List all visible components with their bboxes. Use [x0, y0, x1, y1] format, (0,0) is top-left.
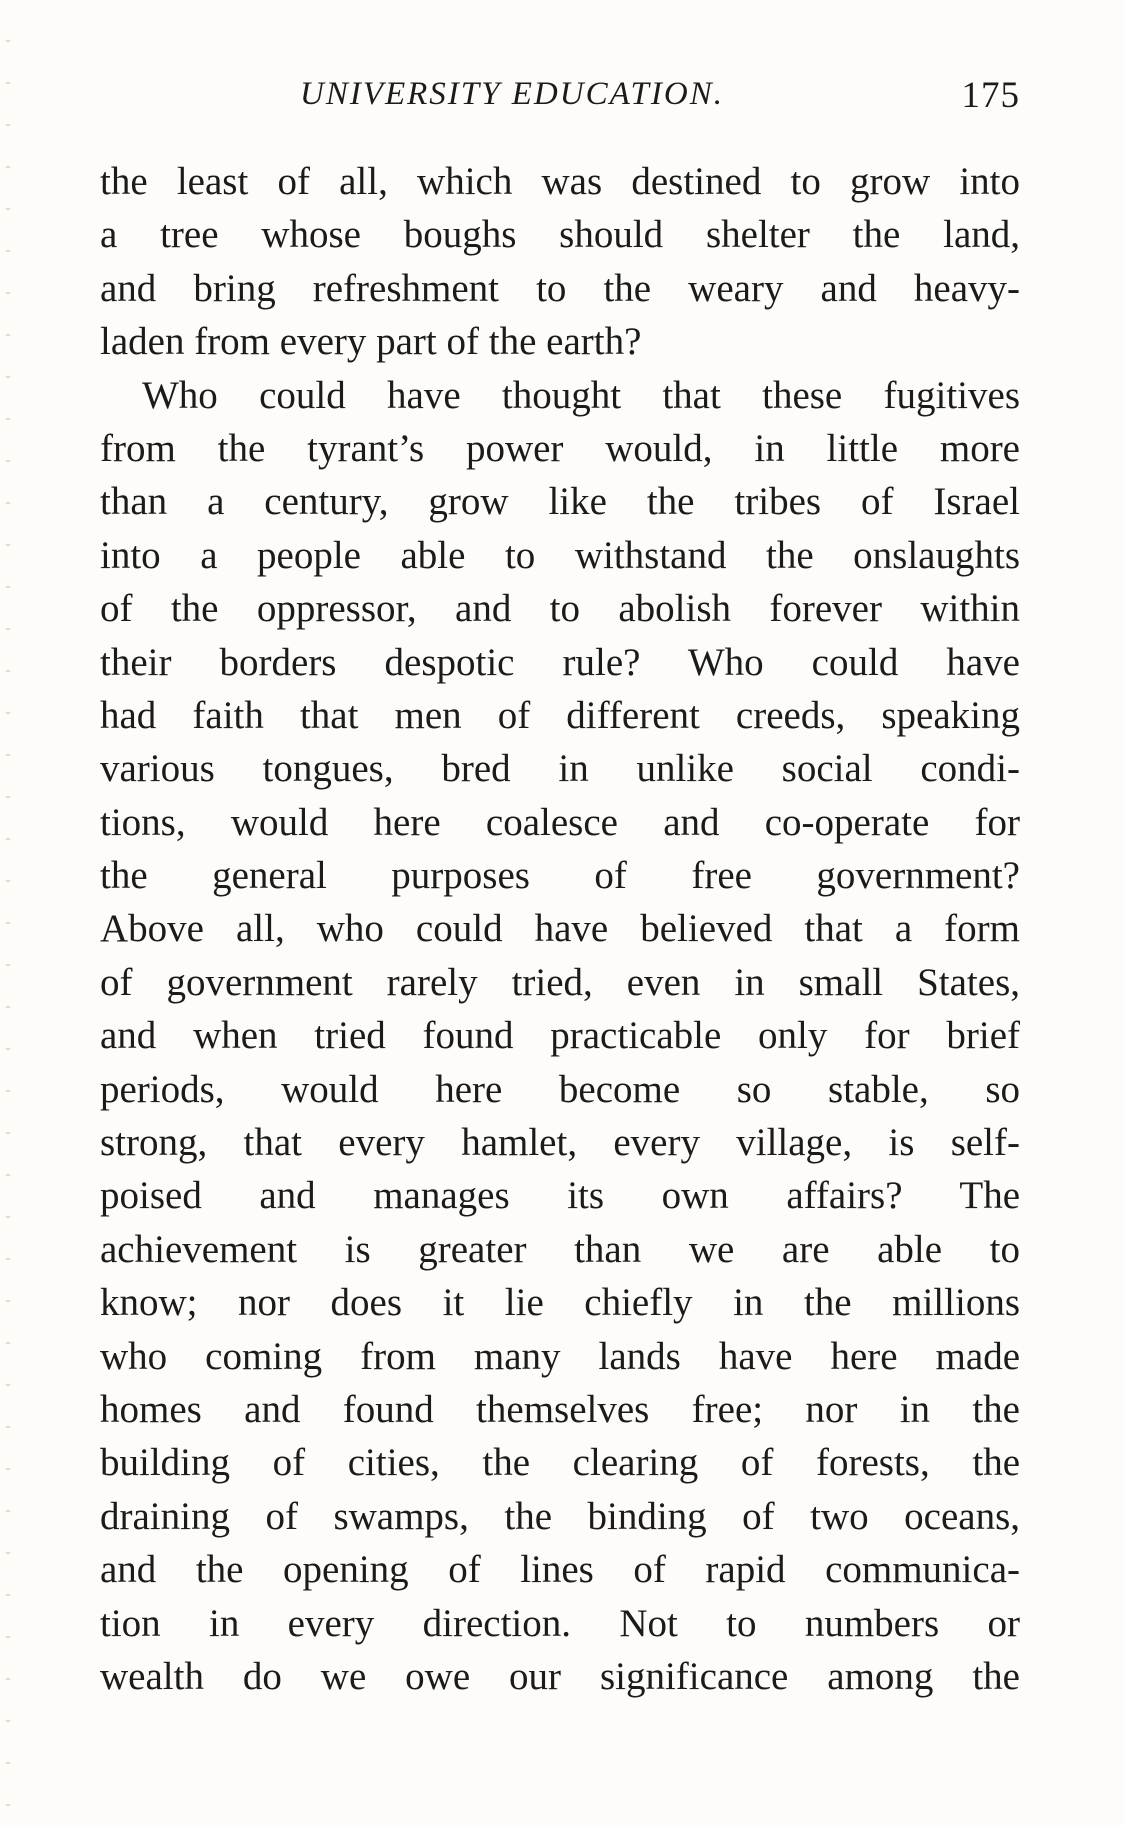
text-line: poised and manages its own affairs? The	[100, 1174, 1020, 1218]
page-number: 175	[961, 75, 1020, 116]
text-line: wealth do we owe our significance among the	[100, 1654, 1020, 1698]
text-line: and when tried found practicable only for brief	[100, 1014, 1020, 1058]
text-line: the least of all, which was destined to grow into	[100, 160, 1020, 203]
text-line: who coming from many lands have here made	[100, 1334, 1020, 1378]
text-line: into a people able to withstand the onslaughts	[100, 533, 1020, 577]
text-line: draining of swamps, the binding of two oceans,	[100, 1494, 1020, 1538]
body-text	[100, 155, 1020, 1703]
text-line: and the opening of lines of rapid communica-	[100, 1548, 1020, 1592]
text-line: of the oppressor, and to abolish forever within	[100, 587, 1020, 631]
text-line: periods, would here become so stable, so	[100, 1067, 1020, 1111]
text-line: Who could have thought that these fugitives	[142, 373, 1020, 417]
text-line: know; nor does it lie chiefly in the millions	[100, 1281, 1020, 1325]
text-line: homes and found themselves free; nor in the	[100, 1387, 1020, 1431]
text-line: of government rarely tried, even in small States,	[100, 960, 1020, 1004]
text-line: had faith that men of different creeds, speaking	[100, 693, 1020, 737]
text-line: building of cities, the clearing of forests, the	[100, 1441, 1020, 1485]
text-line: tions, would here coalesce and co-operate for	[100, 800, 1020, 844]
text-line: from the tyrant’s power would, in little more	[100, 426, 1020, 470]
text-line: achievement is greater than we are able to	[100, 1227, 1020, 1271]
page-edge-dots	[6, 0, 10, 1825]
running-head-title: UNIVERSITY EDUCATION.	[300, 76, 724, 112]
text-line: laden from every part of the earth?	[100, 320, 642, 364]
text-line: than a century, grow like the tribes of Israel	[100, 480, 1020, 524]
text-line: strong, that every hamlet, every village, is self-	[100, 1121, 1020, 1165]
text-line: a tree whose boughs should shelter the land,	[100, 213, 1020, 257]
text-line: various tongues, bred in unlike social condi-	[100, 747, 1020, 791]
text-line: Above all, who could have believed that a form	[100, 907, 1020, 951]
text-line: tion in every direction. Not to numbers or	[100, 1601, 1020, 1645]
running-head	[100, 72, 1020, 122]
text-line: and bring refreshment to the weary and heavy-	[100, 266, 1020, 310]
text-line: the general purposes of free government?	[100, 854, 1020, 898]
text-line: their borders despotic rule? Who could have	[100, 640, 1020, 684]
